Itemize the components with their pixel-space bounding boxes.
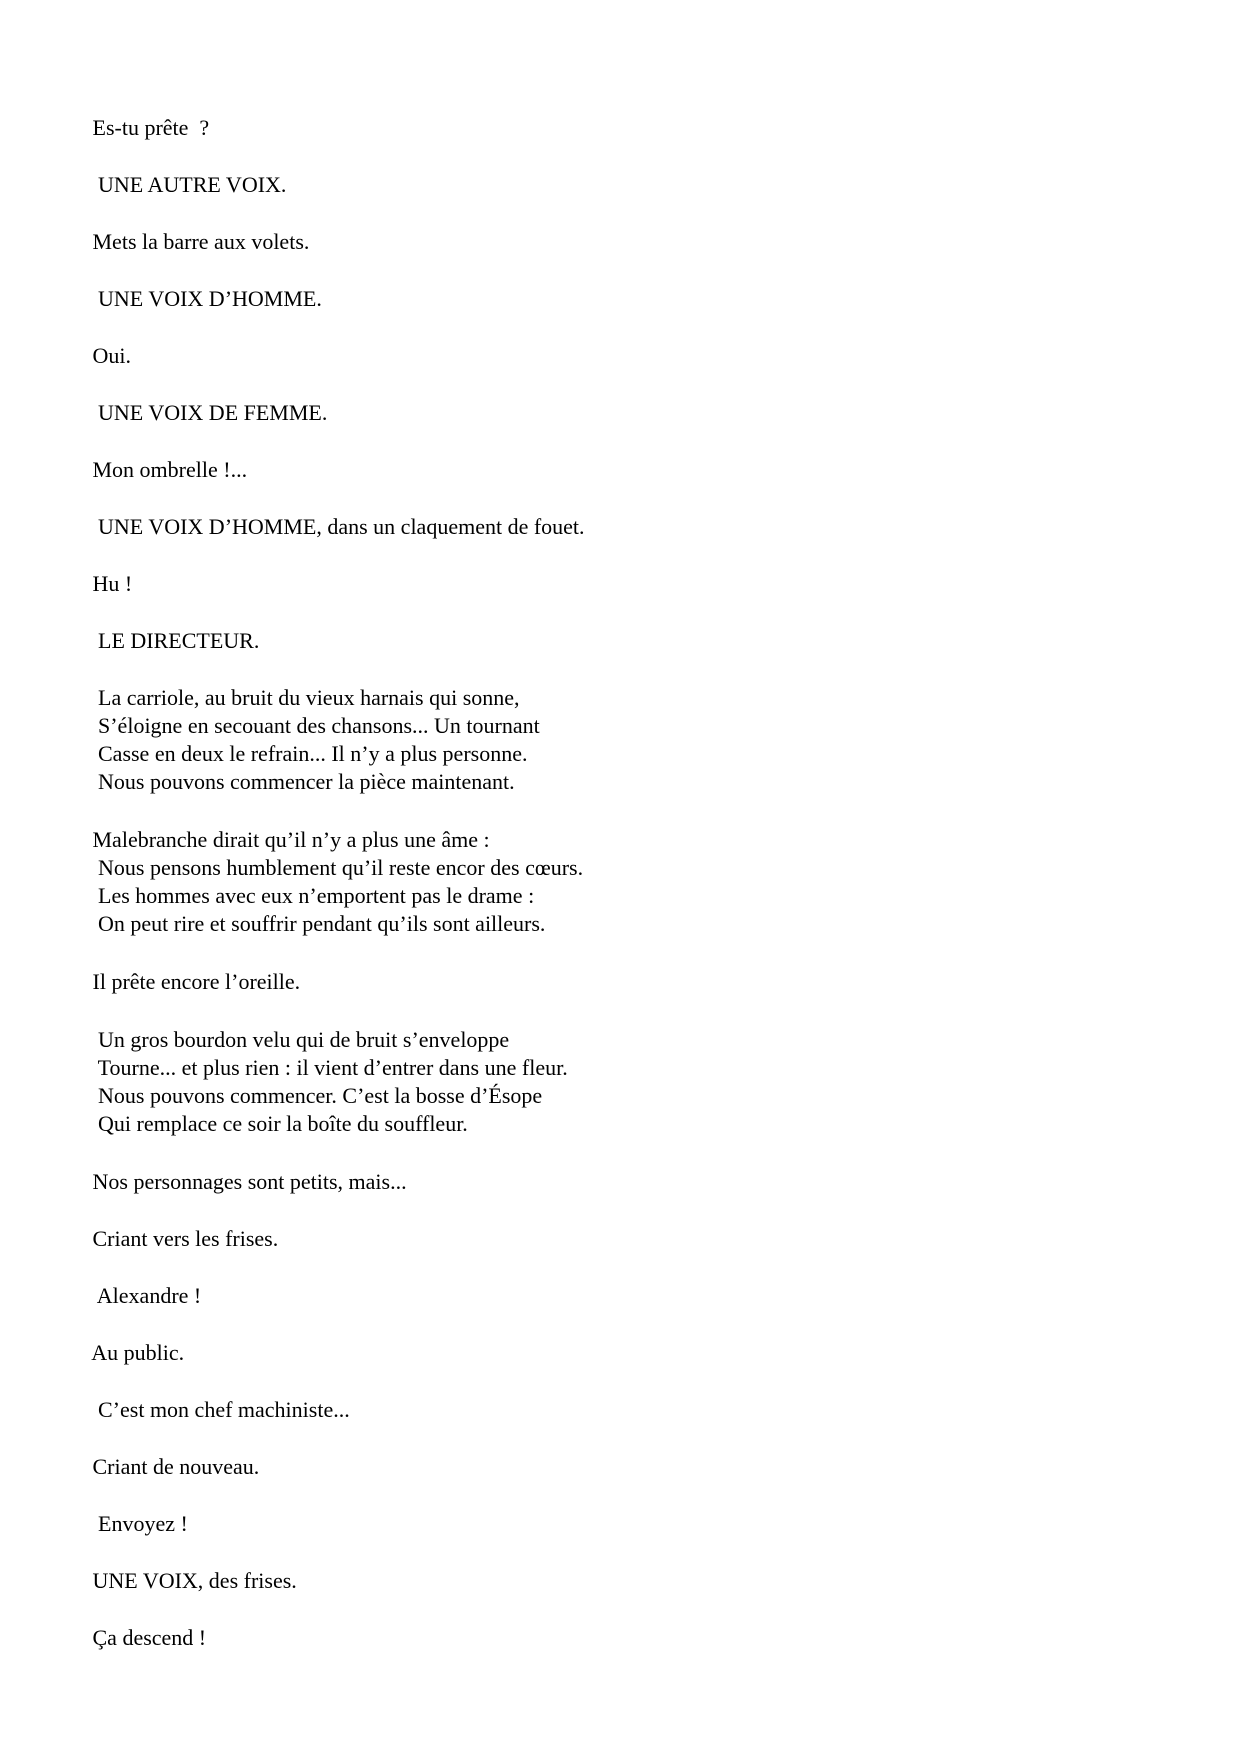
text-line: Hu ! [87, 571, 133, 596]
verse-line: Nous pensons humblement qu’il reste encor des cœurs. [87, 855, 584, 880]
text-line: Oui. [87, 343, 131, 368]
verse-line: Malebranche dirait qu’il n’y a plus une âme : [87, 827, 490, 852]
text-line: Es-tu prête ? [87, 115, 210, 140]
stage-direction: Criant de nouveau. [87, 1454, 260, 1479]
verse-line: Tourne... et plus rien : il vient d’entrer dans une fleur. [87, 1055, 568, 1080]
speaker-line: UNE VOIX D’HOMME, dans un claquement de fouet. [87, 514, 585, 539]
speaker-line: UNE AUTRE VOIX. [87, 172, 287, 197]
speaker-line: UNE VOIX D’HOMME. [87, 286, 322, 311]
speaker-line: UNE VOIX DE FEMME. [87, 400, 328, 425]
text-line: Mets la barre aux volets. [87, 229, 310, 254]
verse-line: On peut rire et souffrir pendant qu’ils sont ailleurs. [87, 911, 546, 936]
verse-line: Nous pouvons commencer. C’est la bosse d’Ésope [87, 1083, 543, 1108]
speaker-line: LE DIRECTEUR. [87, 628, 260, 653]
verse-line: Nous pouvons commencer la pièce maintenant. [87, 769, 515, 794]
verse-line: Casse en deux le refrain... Il n’y a plus personne. [87, 741, 528, 766]
verse-line: S’éloigne en secouant des chansons... Un tournant [87, 713, 540, 738]
verse-line: Les hommes avec eux n’emportent pas le drame : [87, 883, 535, 908]
stage-direction: Au public. [87, 1340, 185, 1365]
verse-line: Qui remplace ce soir la boîte du souffleur. [87, 1111, 468, 1136]
speaker-line: UNE VOIX, des frises. [87, 1568, 297, 1593]
text-line: Ça descend ! [87, 1625, 207, 1650]
text-line: Nos personnages sont petits, mais... [87, 1169, 407, 1194]
stage-direction: Criant vers les frises. [87, 1226, 279, 1251]
text-line: Mon ombrelle !... [87, 457, 248, 482]
text-line: Envoyez ! [87, 1511, 188, 1536]
verse-line: Un gros bourdon velu qui de bruit s’enveloppe [87, 1027, 510, 1052]
stage-direction: Il prête encore l’oreille. [87, 969, 301, 994]
text-line: C’est mon chef machiniste... [87, 1397, 350, 1422]
text-line: Alexandre ! [87, 1283, 202, 1308]
verse-line: La carriole, au bruit du vieux harnais qui sonne, [87, 685, 520, 710]
